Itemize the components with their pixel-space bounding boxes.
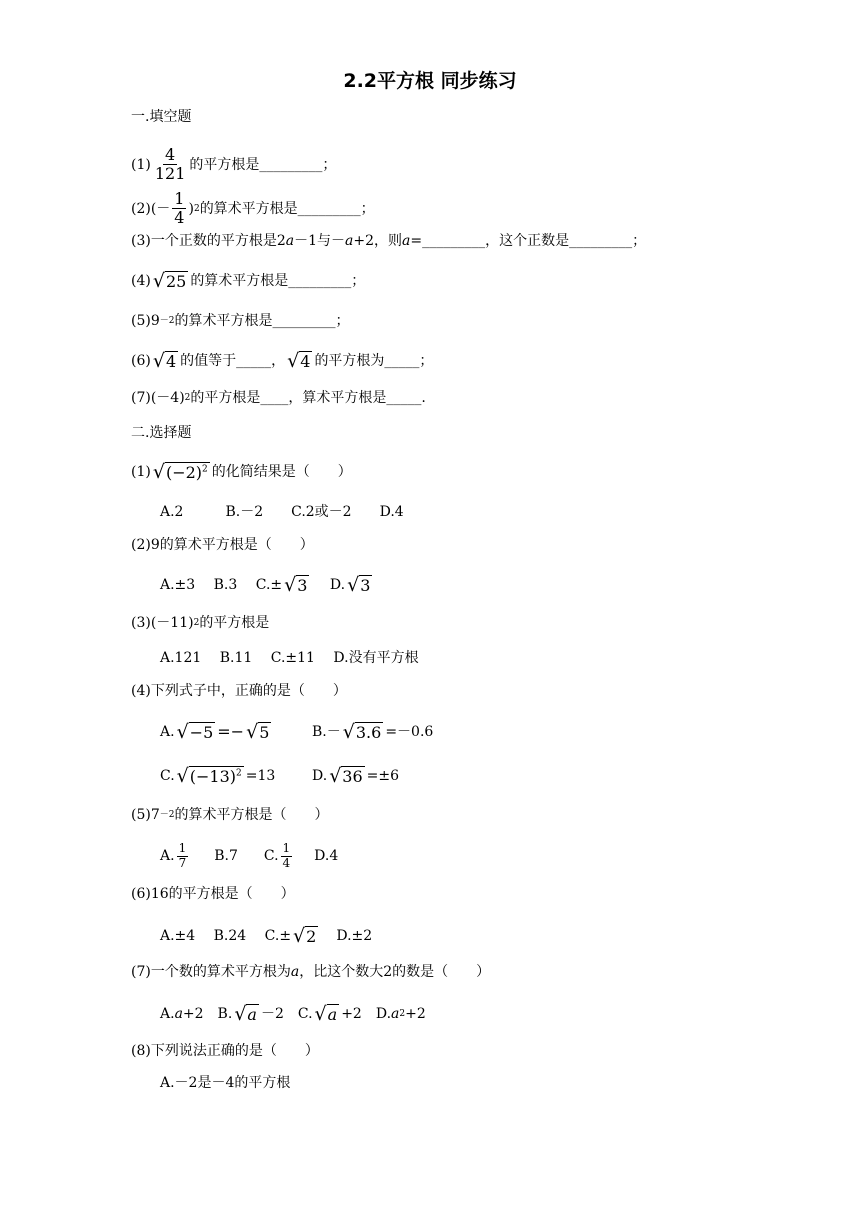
choice-q1-options: A.2 B.－2 C.2或－2 D.4 — [160, 504, 404, 520]
fill-q4: (4) √ 25 的算术平方根是_________； — [131, 269, 366, 292]
fill-q7: (7)(－4) 2 的平方根是____，算术平方根是_____. — [131, 390, 426, 406]
choice-q5: (5)7 －2 的算术平方根是（ ） — [131, 807, 329, 823]
choice-q4-option-d: D. √ 36 =±6 — [312, 764, 400, 787]
sqrt: √ 4 — [287, 349, 311, 372]
choice-q4: (4)下列式子中，正确的是（ ） — [131, 683, 347, 699]
sqrt: √ 3 — [347, 573, 371, 596]
fill-q5: (5)9 －2 的算术平方根是_________； — [131, 313, 350, 329]
choice-q1: (1) √ $(-2)^2$ 的化简结果是（ ） — [131, 460, 352, 483]
fill-q2: (2)(－ $\frac{1}{4}$ ) 2 的算术平方根是_________； — [131, 189, 375, 228]
choice-q4-option-c: C. √ $(-13)^2$ =13 — [160, 764, 276, 787]
fill-q3: (3)一个正数的平方根是2 a －1与－ a +2，则 a =_________，这个正数是_________； — [131, 233, 647, 249]
choice-q8-option-a: A.－2是－4的平方根 — [160, 1075, 291, 1091]
choice-q8: (8)下列说法正确的是（ ） — [131, 1043, 319, 1059]
sqrt: √ 3 — [284, 573, 308, 596]
sqrt: √ 36 — [329, 764, 363, 787]
choice-q6: (6)16的平方根是（ ） — [131, 886, 295, 902]
sqrt: √ $(-2)^2$ — [152, 460, 208, 483]
fraction: $\frac{1}{4}$ — [282, 841, 291, 870]
choice-q4-option-b: B.－ √ 3.6 =－0.6 — [312, 720, 434, 743]
fraction: $\frac{4}{121}$ — [154, 145, 186, 184]
choice-q5-options: A. $\frac{1}{7}$ B.7 C. $\frac{1}{4}$ D.4 — [160, 841, 339, 870]
sqrt: √ 2 — [293, 924, 317, 947]
choice-q4-option-a: A. √ −5 =− √ 5 — [160, 720, 270, 743]
section-choice: 二.选择题 — [131, 425, 192, 441]
sqrt: √ 3.6 — [342, 720, 382, 743]
choice-q7-options: A. a +2 B. √ a －2 C. √ a +2 D. a 2 +2 — [160, 1002, 426, 1025]
choice-q2: (2)9的算术平方根是（ ） — [131, 537, 314, 553]
choice-q3-options: A.121 B.11 C.±11 D.没有平方根 — [160, 650, 419, 666]
sqrt: √ $(-13)^2$ — [176, 764, 242, 787]
sqrt: √ a — [234, 1002, 257, 1025]
sqrt: √ 4 — [152, 349, 177, 372]
section-fill-in: 一.填空题 — [131, 109, 192, 125]
choice-q3: (3)(－11) 2 的平方根是 — [131, 615, 270, 631]
sqrt: √ 5 — [246, 720, 270, 743]
fraction: $\frac{1}{4}$ — [174, 189, 185, 228]
sqrt: √ −5 — [176, 720, 214, 743]
fill-q6: (6) √ 4 的值等于_____， √ 4 的平方根为_____； — [131, 349, 434, 372]
fill-q1: (1) $\frac{4}{121}$ 的平方根是_________； — [131, 145, 337, 184]
choice-q6-options: A.±4 B.24 C.± √ 2 D.±2 — [160, 924, 373, 947]
sqrt: √ a — [314, 1002, 338, 1025]
choice-q2-options: A.±3 B.3 C.± √ 3 D. √ 3 — [160, 573, 371, 596]
sqrt: √ 25 — [152, 269, 187, 292]
choice-q7: (7)一个数的算术平方根为 a ，比这个数大2的数是（ ） — [131, 964, 491, 980]
fraction: $\frac{1}{7}$ — [178, 841, 187, 870]
page-title: 2.2平方根 同步练习 — [343, 70, 517, 92]
